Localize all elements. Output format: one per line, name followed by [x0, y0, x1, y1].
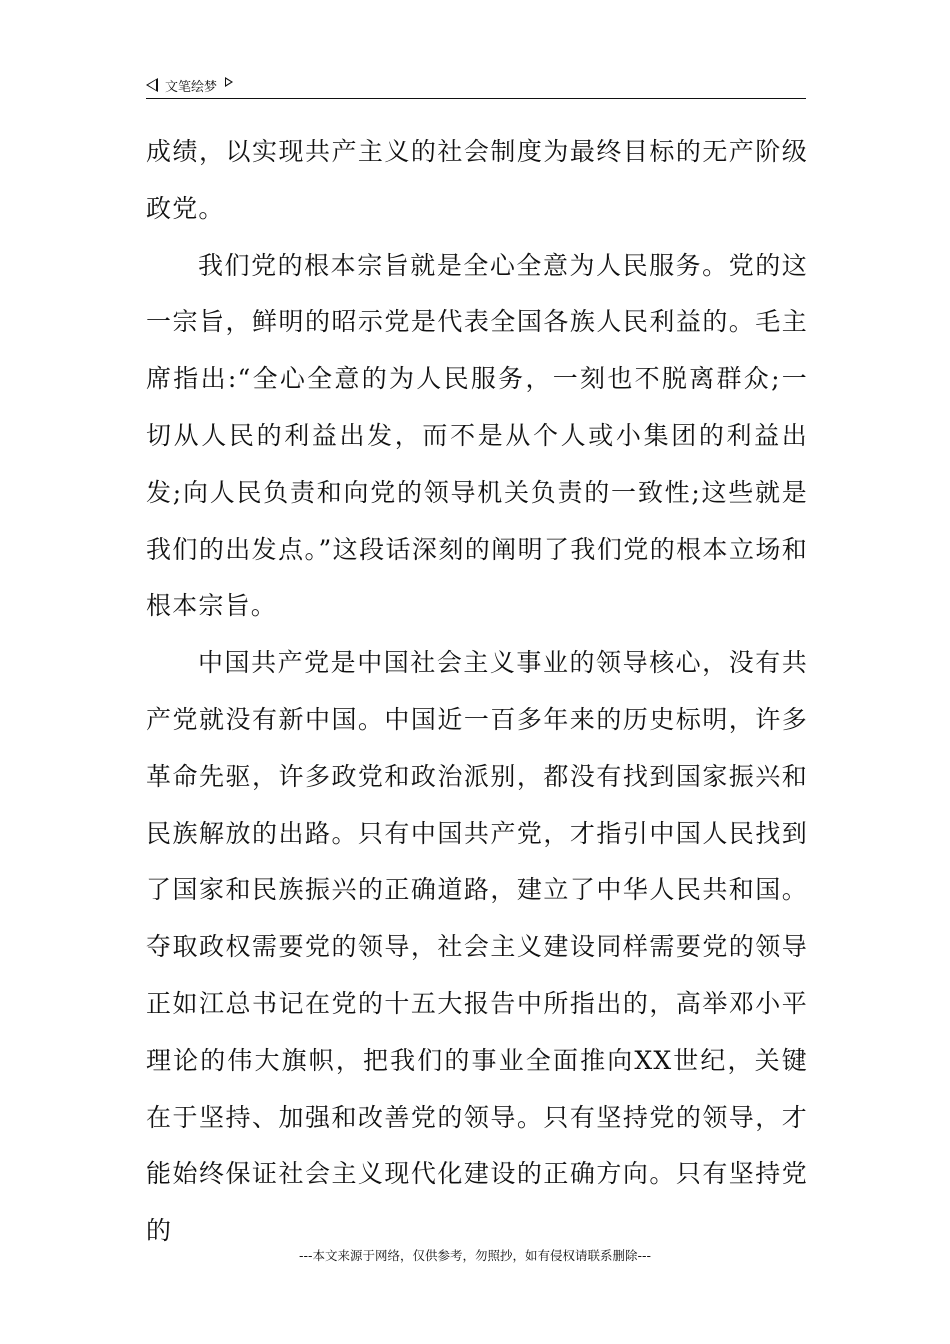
- page-header: [146, 74, 233, 96]
- paragraph-party-leadership: 中国共产党是中国社会主义事业的领导核心，没有共产党就没有新中国。中国近一百多年来的历史标明，许多革命先驱，许多政党和政治派别，都没有找到国家振兴和民族解放的出路。只有中国共产党，才指引中国人民找到了国家和民族振兴的正确道路，建立了中华人民共和国。夺取政权需要党的领导，社会主义建设同样需要党的领导正如江总书记在党的十五大报告中所指出的，高举邓小平理论的伟大旗帜，把我们的事业全面推向XX世纪，关键在于坚持、加强和改善党的领导。只有坚持党的领导，才能始终保证社会主义现代化建设的正确方向。只有坚持党的: [146, 648, 808, 1246]
- header-title: 文笔绘梦: [165, 79, 218, 95]
- triangle-right-icon: [225, 77, 233, 87]
- paragraph-party-purpose: 我们党的根本宗旨就是全心全意为人民服务。党的这一宗旨，鲜明的昭示党是代表全国各族人民利益的。毛主席指出:“全心全意的为人民服务，一刻也不脱离群众;一切从人民的利益出发，而不是从个人或小集团的利益出发;向人民负责和向党的领导机关负责的一致性;这些就是我们的出发点。”这段话深刻的阐明了我们党的根本立场和根本宗旨。: [146, 250, 808, 621]
- header-divider: [146, 98, 806, 99]
- triangle-left-icon: [146, 78, 158, 92]
- document-body: [146, 124, 808, 1260]
- footer-notice: ---本文来源于网络，仅供参考，勿照抄，如有侵权请联系删除---: [298, 1248, 652, 1263]
- paragraph-continued: 成绩，以实现共产主义的社会制度为最终目标的无产阶级政党。: [146, 137, 808, 223]
